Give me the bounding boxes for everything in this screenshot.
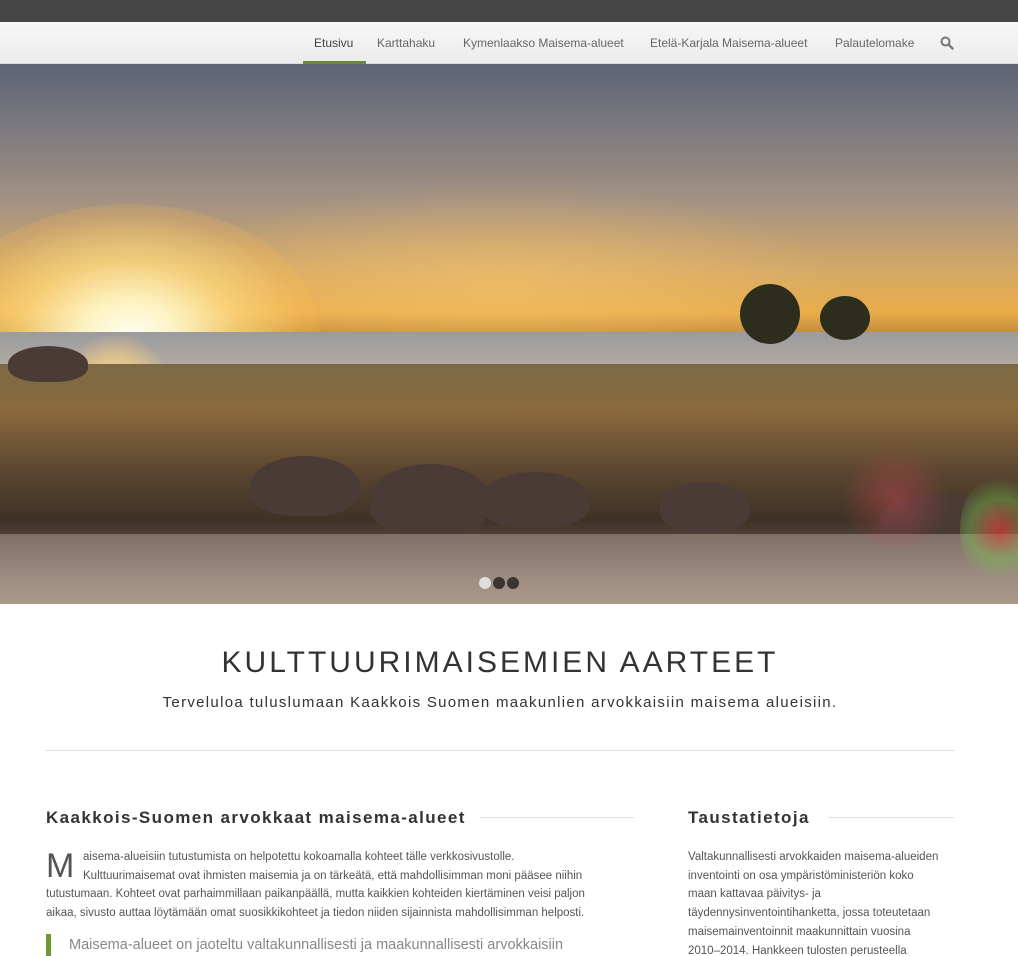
section-title-line [480,817,634,818]
paragraph-line: aikaa, sivusto auttaa löytämään omat suosikkikohteet ja tiedon niiden sijainnista mahdollisimman helposti. [46,907,585,920]
slider-dot[interactable] [493,577,505,589]
paragraph-line: aisema-alueisiin tutustumista on helpotettu kokoamalla kohteet tälle verkkosivustolle. [83,851,515,863]
search-icon[interactable] [940,36,954,50]
section-title-line [828,817,954,818]
lens-flare [840,444,950,554]
rock [480,472,590,528]
slider-pagination [479,577,519,589]
tree [740,284,800,344]
hero-slider [0,64,1018,604]
paragraph-line: täydennysinventointihanketta, jossa toteutetaan [688,907,931,920]
top-bar [0,0,1018,22]
nav-item-karttahaku[interactable]: Karttahaku [377,36,436,50]
main-navigation [0,22,1018,64]
side-section-title: Taustatietoja [688,808,810,827]
highlight-quote: Maisema-alueet on jaoteltu valtakunnallisesti ja maakunnallisesti arvokkaisiin [46,934,636,956]
dropcap: M [46,847,75,885]
paragraph-line: maan kattavaa päivitys- ja [688,888,821,901]
rock [8,346,88,382]
paragraph-line: Kulttuurimaisemat ovat ihmisten maisemia ja on tärkeätä, että mahdollisimman moni pääsee niihin [83,869,583,882]
page-title: KULTTUURIMAISEMIEN AARTEET [221,646,779,679]
nav-item-etusivu[interactable]: Etusivu [314,36,354,50]
slider-dot[interactable] [479,577,491,589]
paragraph-line: maisemainventoinnit maakunnittain vuosina [688,925,911,938]
divider [46,750,954,751]
rock [250,456,360,516]
nav-item-kymenlaakso[interactable]: Kymenlaakso Maisema-alueet [463,36,624,50]
tree [820,296,870,340]
paragraph-line: inventointi on osa ympäristöministeriön koko [688,869,914,882]
paragraph-line: tutustumaan. Kohteet ovat parhaimmillaan paikanpäällä, mutta kaikkien kohteiden kiertäminen veisi paljon [46,888,585,901]
paragraph-line: Valtakunnallisesti arvokkaiden maisema-alueiden [688,851,939,863]
intro-paragraph [46,848,616,923]
page-subtitle: Terveluloa tuluslumaan Kaakkois Suomen maakunlien arvokkaisiin maisema alueisiin. [162,694,838,711]
main-section-title: Kaakkois-Suomen arvokkaat maisema-alueet [46,808,466,827]
slider-dot[interactable] [507,577,519,589]
nav-item-etela-karjala[interactable]: Etelä-Karjala Maisema-alueet [650,36,808,50]
rock [370,464,490,536]
nav-item-palautelomake[interactable]: Palautelomake [835,36,915,50]
paragraph-line: 2010–2014. Hankkeen tulosten perusteella [688,944,907,956]
side-paragraph [688,848,956,956]
rock [660,482,750,532]
